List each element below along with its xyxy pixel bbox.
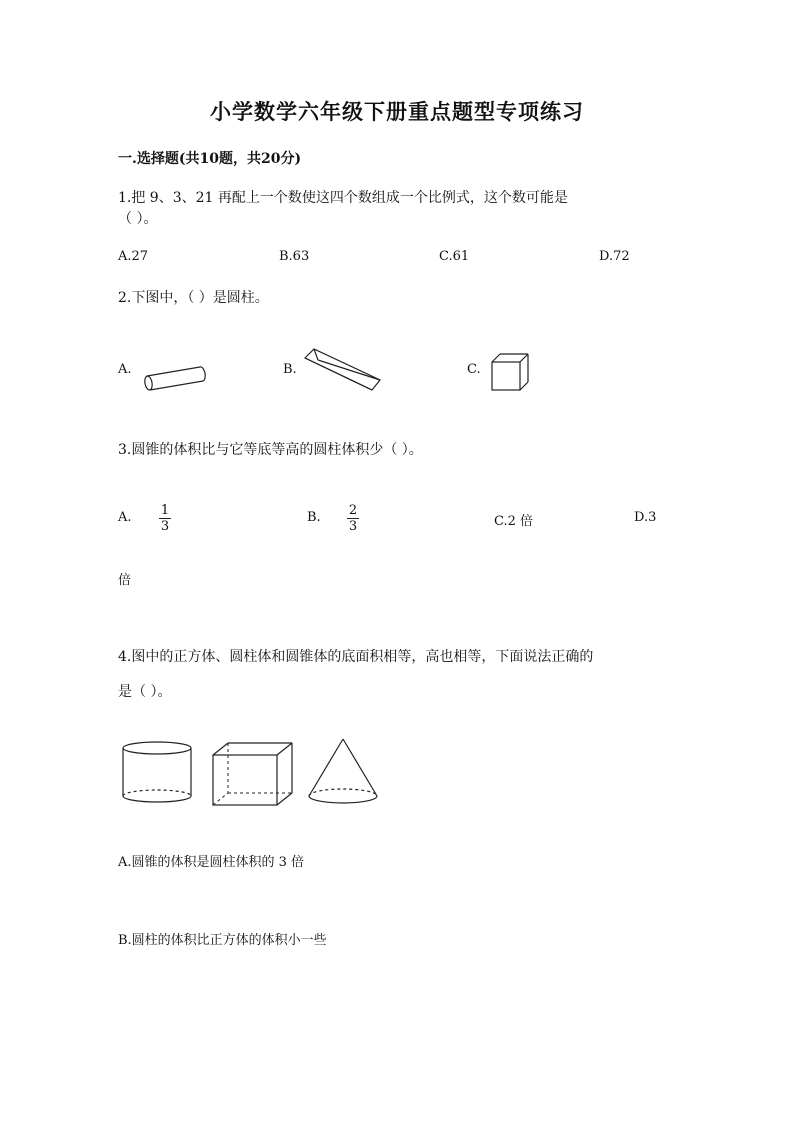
fraction-denominator: 3 [160,519,170,534]
question-2-option-b: B. [283,362,297,377]
question-3-option-a-fraction [159,503,171,534]
page-title: 小学数学六年级下册重点题型专项练习 [210,99,584,124]
fraction-numerator: 2 [348,503,358,518]
question-1-option-d: D.72 [599,249,630,264]
fraction-denominator: 3 [348,519,358,534]
question-4-option-a: A.圆锥的体积是圆柱体积的 3 倍 [118,855,305,870]
question-2-option-c: C. [467,362,481,377]
section-heading: 一.选择题(共10题，共20分) [118,151,302,167]
question-4-line1: 4.图中的正方体、圆柱体和圆锥体的底面积相等，高也相等，下面说法正确的 [118,649,594,665]
question-2-option-a: A. [118,362,132,377]
question-3-option-d: D.3 [634,510,657,525]
cuboid-icon [210,740,300,808]
question-3-option-c: C.2 倍 [494,514,534,529]
question-3-stem: 3.圆锥的体积比与它等底等高的圆柱体积少（ ）。 [118,442,423,458]
question-4-option-b: B.圆柱的体积比正方体的体积小一些 [118,933,327,948]
question-1-option-b: B.63 [279,249,310,264]
question-3-option-b-fraction [347,503,359,534]
triangular-prism-icon [300,346,385,394]
fraction-numerator: 1 [160,503,170,518]
question-3-option-a-label: A. [118,510,132,525]
cylinder-rod-icon [140,366,210,396]
question-2-stem: 2.下图中，（ ）是圆柱。 [118,290,269,306]
question-1-line2: （ ）。 [118,211,158,227]
question-1-option-c: C.61 [439,249,470,264]
cone-icon [305,736,383,808]
question-1-line1: 1.把 9、3、21 再配上一个数使这四个数组成一个比例式，这个数可能是 [118,190,568,206]
cylinder-icon [120,740,196,808]
question-1-option-a: A.27 [118,249,149,264]
question-3-option-b-label: B. [307,510,321,525]
cube-icon [490,352,532,394]
question-4-line2: 是（ ）。 [118,684,172,700]
question-3-option-d-continued: 倍 [118,573,132,588]
